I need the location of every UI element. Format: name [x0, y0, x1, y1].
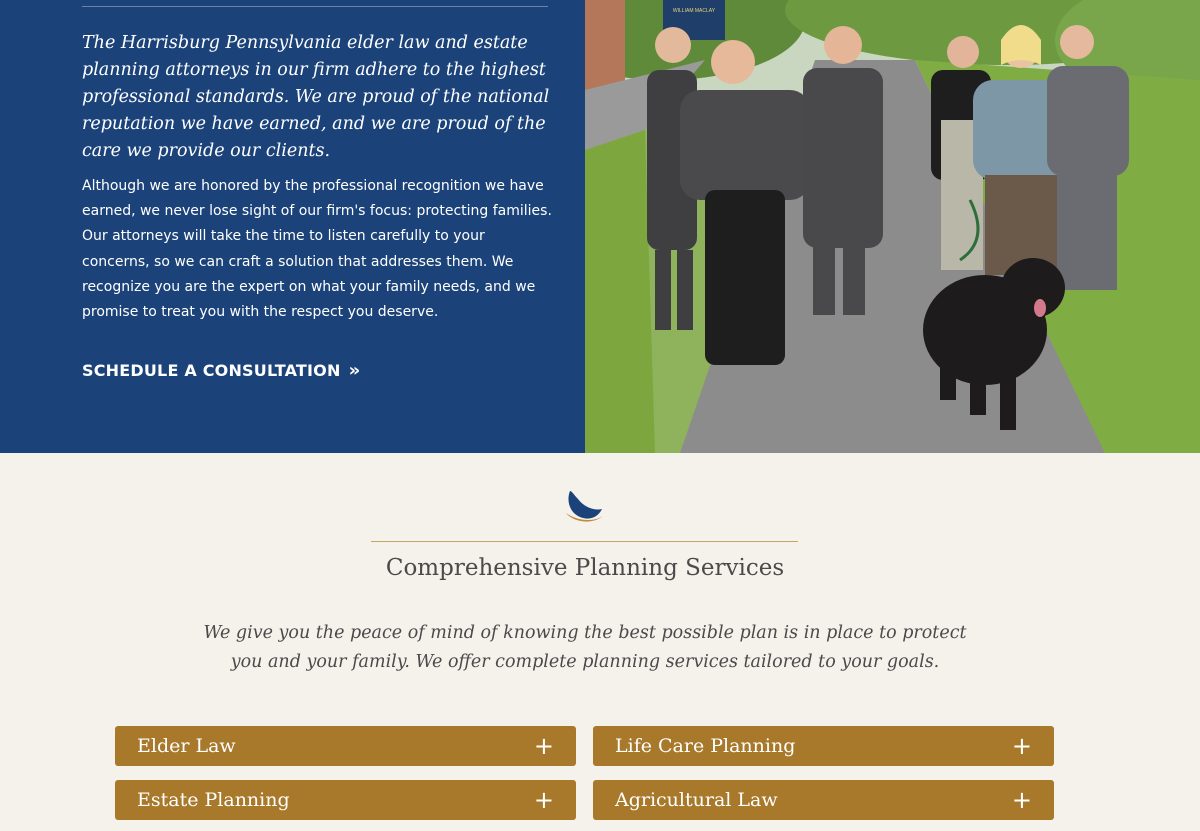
plus-icon[interactable]: +	[1011, 732, 1032, 760]
accordion-life-care-planning[interactable]	[593, 726, 1054, 766]
accordion-agricultural-law[interactable]	[593, 780, 1054, 820]
accordion-label: Life Care Planning	[615, 735, 796, 757]
double-chevron-right-icon: »	[348, 360, 361, 381]
leaf-logo-icon	[560, 483, 608, 527]
schedule-consultation-label: SCHEDULE A CONSULTATION	[82, 361, 341, 380]
historical-marker-text: WILLIAM MACLAY	[672, 8, 716, 14]
hero-divider	[82, 6, 548, 7]
services-intro: We give you the peace of mind of knowing the best possible plan is in place to protect you and your family. We offer complete planning services tailored to your goals.	[203, 623, 967, 672]
accordion-label: Estate Planning	[137, 789, 290, 811]
services-divider	[371, 541, 798, 542]
hero-text-panel	[0, 0, 585, 453]
services-title: Comprehensive Planning Services	[385, 555, 785, 581]
hero-body-text: Although we are honored by the professional recognition we have earned, we never lose sight of our firm's focus: protecting families. Our attorneys will take the time to listen carefully to your concerns, so we can craft a solution that addresses them. We recognize you are the expert on what your family needs, and we promise to treat you with the respect you deserve.	[82, 178, 552, 321]
accordion-elder-law[interactable]	[115, 726, 576, 766]
hero-quote: The Harrisburg Pennsylvania elder law and estate planning attorneys in our firm adhere to the highest professional standards. We are proud of the national reputation we have earned, and we are proud of the care we provide our clients.	[82, 33, 550, 161]
schedule-consultation-link[interactable]	[82, 360, 360, 381]
accordion-label: Elder Law	[137, 735, 236, 757]
accordion-label: Agricultural Law	[615, 789, 778, 811]
plus-icon[interactable]: +	[533, 786, 554, 814]
team-photo	[585, 0, 1200, 453]
planning-services-section	[0, 453, 1200, 831]
accordion-estate-planning[interactable]	[115, 780, 576, 820]
plus-icon[interactable]: +	[1011, 786, 1032, 814]
plus-icon[interactable]: +	[533, 732, 554, 760]
